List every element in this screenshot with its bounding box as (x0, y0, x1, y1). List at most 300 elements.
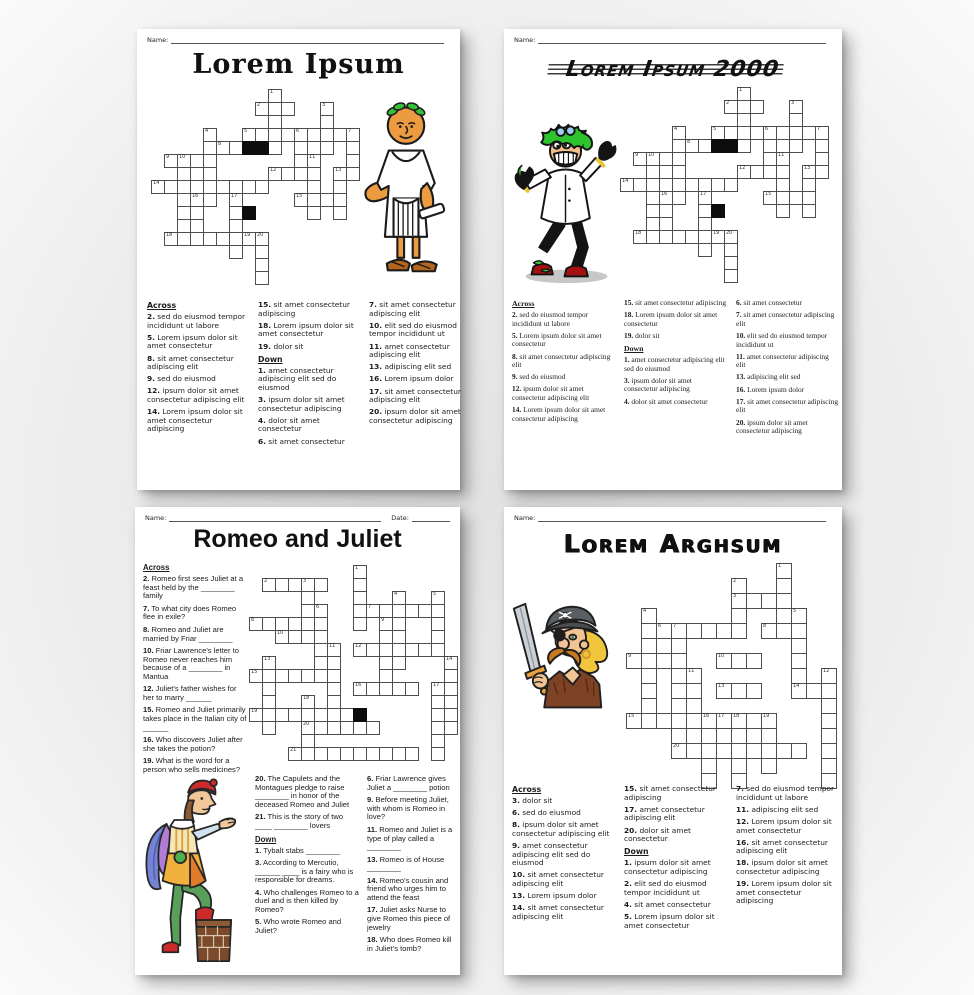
grid-cell (821, 713, 837, 729)
clue-item: 17. sit amet consectetur adipiscing elit (736, 396, 839, 415)
fist (533, 673, 548, 688)
clue-item: 3. ipsum dolor sit amet consectetur adipiscing (624, 375, 692, 394)
grid-cell-number: 10 (277, 630, 284, 636)
clue-item: 20. ipsum dolor sit amet consectetur adipiscing (736, 417, 808, 436)
grid-cell (307, 193, 321, 207)
grid-cell (301, 578, 315, 592)
grid-cell (327, 708, 341, 722)
clue-number: 13. (736, 372, 746, 382)
grid-cell (763, 191, 777, 205)
clue-number: 8. (512, 351, 518, 361)
grid-cell (151, 180, 165, 194)
grid-cell-number: 11 (778, 152, 785, 158)
clue-number: 4. (258, 415, 266, 425)
grid-cell (776, 743, 792, 759)
clue-number: 2. (147, 312, 155, 321)
grid-cell (763, 165, 777, 179)
grid-cell (275, 708, 289, 722)
clue-item: 18. Lorem ipsum dolor sit amet consectetur (258, 320, 354, 339)
clue-list (512, 785, 848, 934)
clue-number: 11. (736, 804, 750, 814)
grid-cell (353, 747, 367, 761)
clue-number: 8. (512, 820, 520, 830)
grid-cell (659, 191, 673, 205)
grid-cell (646, 230, 660, 244)
clue-item: 21. This is the story of two ____ ________ lovers (255, 812, 344, 831)
grid-cell (789, 139, 803, 153)
grid-cell (177, 154, 191, 168)
grid-cell (776, 608, 792, 624)
clue-column (258, 301, 360, 450)
clue-number: 12. (736, 816, 750, 826)
clue-section-header: Down (258, 354, 283, 364)
grid-cell (750, 126, 764, 140)
grid-cell (444, 656, 458, 670)
clue-item: 5. Lorem ipsum dolor sit amet consectetur (624, 911, 715, 930)
grid-cell (646, 178, 660, 192)
roman-character-illustration (358, 95, 454, 277)
grid-cell (307, 154, 321, 168)
grid-cell (353, 721, 367, 735)
grid-cell (255, 102, 269, 116)
green-goo (541, 269, 550, 272)
clue-number: 13. (369, 362, 383, 372)
clue-section-header: Across (512, 299, 535, 308)
grid-cell (229, 193, 243, 207)
grid-cell (431, 734, 445, 748)
clue-number: 8. (147, 353, 155, 363)
grid-cell (229, 206, 243, 220)
clue-item: 6. sit amet consectetur (258, 436, 345, 446)
grid-cell-number: 9 (628, 653, 632, 659)
grid-cell (821, 698, 837, 714)
collar (170, 820, 194, 829)
clue-number: 15. (624, 298, 634, 307)
grid-cell (327, 747, 341, 761)
grid-cell (177, 219, 191, 233)
grid-cell (431, 643, 445, 657)
clue-column-across (143, 563, 249, 778)
grid-cell (724, 178, 738, 192)
grid-cell (789, 126, 803, 140)
grid-cell (333, 193, 347, 207)
clue-item: 19. What is the word for a person who sells medicines? (143, 756, 241, 774)
name-bar (514, 514, 832, 522)
grid-cell (698, 230, 712, 244)
grid-cell (724, 269, 738, 283)
grid-cell (314, 630, 328, 644)
grid-cell-number: 2 (733, 578, 737, 584)
grid-cell (737, 113, 751, 127)
worksheet-lorem-arghsum (504, 507, 842, 975)
grid-cell-number: 14 (793, 683, 800, 689)
grid-cell (190, 193, 204, 207)
grid-cell (333, 180, 347, 194)
grid-cell (320, 128, 334, 142)
grid-cell (320, 102, 334, 116)
clue-number: 11. (369, 341, 383, 351)
grid-cell (659, 217, 673, 231)
grid-cell-number: 18 (166, 232, 173, 238)
orange-mustache (548, 648, 565, 664)
grid-cell-number: 1 (739, 87, 743, 93)
grid-cell-number: 13 (264, 656, 271, 662)
grid-cell (626, 713, 642, 729)
grid-cell (815, 165, 829, 179)
grid-cell (366, 682, 380, 696)
grid-cell (761, 728, 777, 744)
grid-cell (761, 593, 777, 609)
grid-cell-number: 4 (394, 591, 398, 597)
grid-cell (190, 206, 204, 220)
grid-cell (761, 623, 777, 639)
grid-cell (776, 623, 792, 639)
grid-cell (392, 630, 406, 644)
grid-cell-number: 14 (446, 656, 453, 662)
grid-cell (405, 682, 419, 696)
grid-cell (379, 656, 393, 670)
grid-cell (750, 100, 764, 114)
grid-cell-number: 8 (218, 141, 222, 147)
grid-cell (620, 178, 634, 192)
grid-cell-number: 9 (635, 152, 639, 158)
grid-cell-number: 20 (673, 743, 680, 749)
grid-cell (791, 638, 807, 654)
grid-black-cell (242, 206, 256, 220)
clue-item: 5. Who wrote Romeo and Juliet? (255, 917, 342, 936)
grid-cell (431, 617, 445, 631)
grid-cell (641, 638, 657, 654)
grid-cell (821, 758, 837, 774)
clue-item: 5. Lorem ipsum dolor sit amet consectetur (512, 330, 602, 349)
grid-cell (340, 747, 354, 761)
clue-item: 15. sit amet consectetur adipiscing (624, 784, 716, 802)
grid-cell (698, 191, 712, 205)
clue-column (736, 299, 839, 439)
grid-cell (177, 167, 191, 181)
clue-number: 4. (624, 396, 630, 406)
grid-cell (776, 191, 790, 205)
grid-cell (281, 102, 295, 116)
grid-cell-number: 13 (718, 683, 725, 689)
clue-column (367, 775, 455, 957)
grid-cell (646, 217, 660, 231)
grid-cell (776, 563, 792, 579)
grid-cell-number: 3 (791, 100, 795, 106)
grid-cell (659, 230, 673, 244)
grid-cell (789, 113, 803, 127)
clue-number: 5. (624, 911, 632, 921)
grid-cell (776, 593, 792, 609)
clue-number: 18. (624, 310, 634, 320)
grid-cell (320, 115, 334, 129)
grid-cell (698, 178, 712, 192)
grid-cell (203, 154, 217, 168)
clue-number: 10. (143, 645, 154, 655)
clue-item: 12. ipsum dolor sit amet consectetur adipiscing elit (147, 386, 245, 404)
grid-cell (737, 165, 751, 179)
clue-number: 2. (143, 574, 150, 583)
grid-cell-number: 20 (726, 230, 733, 236)
date-line (412, 514, 450, 522)
grid-cell (672, 152, 686, 166)
grid-cell (671, 713, 687, 729)
grid-cell-number: 9 (166, 154, 170, 160)
clue-item: 6. sed do eiusmod (512, 808, 581, 818)
grid-cell (314, 643, 328, 657)
grid-cell (776, 152, 790, 166)
grid-cell (327, 695, 341, 709)
grid-cell (633, 230, 647, 244)
grid-cell (671, 638, 687, 654)
clue-item: 19. dolor sit (624, 330, 660, 340)
grid-cell (340, 708, 354, 722)
clue-number: 19. (624, 330, 634, 340)
grid-cell-number: 2 (257, 102, 261, 108)
grid-cell (203, 167, 217, 181)
grid-cell-number: 3 (303, 578, 307, 584)
grid-cell (288, 630, 302, 644)
clue-column (255, 775, 361, 939)
grid-cell (641, 653, 657, 669)
grid-cell-number: 10 (648, 152, 655, 158)
clue-item: 10. elit sed do eiusmod tempor incididunt ut (736, 330, 828, 349)
grid-cell (392, 617, 406, 631)
red-shoe (196, 907, 214, 920)
grid-cell (761, 758, 777, 774)
grid-cell (671, 623, 687, 639)
grid-cell (301, 669, 315, 683)
grid-cell (268, 167, 282, 181)
grid-cell (392, 656, 406, 670)
grid-cell-number: 20 (257, 232, 264, 238)
clue-number: 2. (512, 310, 518, 319)
grid-cell (275, 630, 289, 644)
grid-cell-number: 19 (713, 230, 720, 236)
clue-item: 3. dolor sit (512, 796, 553, 805)
clue-item: 20. The Capulets and the Montagues pledge to raise ________ in honor of the deceased Romeo and Juliet (255, 774, 350, 810)
grid-cell (366, 643, 380, 657)
grid-cell (340, 721, 354, 735)
clue-item: 19. dolor sit (258, 341, 304, 351)
grid-cell (671, 728, 687, 744)
clue-section-header: Across (512, 785, 542, 794)
grid-cell (686, 623, 702, 639)
worksheet-romeo-and-juliet (135, 507, 460, 975)
grid-cell (203, 180, 217, 194)
grid-cell-number: 8 (763, 623, 767, 629)
grid-cell-number: 11 (309, 154, 316, 160)
clue-item: 1. Tybalt stabs ________ (255, 845, 340, 855)
grid-cell-number: 3 (733, 593, 737, 599)
grid-cell (327, 656, 341, 670)
grid-cell (701, 728, 717, 744)
grid-cell-number: 1 (778, 563, 782, 569)
name-line (171, 36, 444, 44)
grid-cell-number: 7 (673, 623, 677, 629)
grid-cell (686, 743, 702, 759)
grid-cell (418, 604, 432, 618)
clue-column (736, 785, 839, 934)
clue-number: 16. (736, 384, 746, 394)
clue-number: 6. (258, 436, 266, 446)
clue-number: 15. (624, 784, 638, 793)
grid-cell (379, 747, 393, 761)
clue-item: 13. Lorem ipsum dolor (512, 891, 597, 901)
grid-cell (307, 167, 321, 181)
grid-cell (405, 747, 419, 761)
grid-cell (294, 193, 308, 207)
grid-cell (698, 139, 712, 153)
green-eye (571, 636, 574, 639)
grid-cell (444, 682, 458, 696)
clue-column (512, 785, 615, 934)
clue-item: 20. ipsum dolor sit amet consectetur adipiscing (369, 407, 461, 425)
grid-black-cell (242, 141, 256, 155)
page-title: Lorem Ipsum 2000 (564, 57, 782, 82)
grid-cell-number: 8 (251, 617, 255, 623)
grid-cell (307, 206, 321, 220)
grid-cell (431, 747, 445, 761)
clue-number: 20. (736, 417, 746, 427)
clue-item: 5. Lorem ipsum dolor sit amet consectetur (147, 332, 238, 351)
clue-number: 1. (255, 845, 262, 855)
clue-number: 11. (736, 351, 745, 361)
grid-cell-number: 16 (703, 713, 710, 719)
clue-number: 17. (736, 396, 746, 406)
clue-item: 18. Who does Romeo kill in Juliet's tomb? (367, 935, 452, 953)
grid-cell (789, 191, 803, 205)
grid-cell (776, 578, 792, 594)
grid-cell (821, 728, 837, 744)
grid-cell (656, 713, 672, 729)
clue-item: 8. Romeo and Juliet are married by Friar ________ (143, 624, 233, 643)
grid-cell (294, 167, 308, 181)
grid-cell (737, 139, 751, 153)
grid-cell (255, 180, 269, 194)
date-label: Date: (391, 514, 409, 522)
grid-cell (216, 180, 230, 194)
grid-cell-number: 1 (270, 89, 274, 95)
clue-item: 9. Before meeting Juliet, with whom is Romeo in love? (367, 795, 449, 822)
grid-cell-number: 7 (368, 604, 372, 610)
clue-item: 6. sit amet consectetur (736, 298, 803, 307)
clue-number: 15. (258, 300, 272, 309)
clue-number: 9. (512, 372, 518, 382)
grid-cell (641, 683, 657, 699)
clue-number: 17. (367, 905, 378, 915)
grid-cell (431, 721, 445, 735)
grid-cell (672, 178, 686, 192)
clue-item: 16. Who discovers Juliet after she takes the potion? (143, 735, 243, 753)
grid-cell (242, 180, 256, 194)
grid-cell-number: 4 (674, 126, 678, 132)
grid-cell-number: 7 (348, 128, 352, 134)
grid-cell (672, 165, 686, 179)
grid-cell-number: 19 (244, 232, 251, 238)
grid-cell (711, 126, 725, 140)
grid-cell (307, 180, 321, 194)
grid-cell (203, 232, 217, 246)
name-line (538, 36, 826, 44)
clue-item: 2. Romeo first sees Juliet at a feast held by the ________ family (143, 574, 244, 601)
grid-cell (444, 708, 458, 722)
grid-cell-number: 16 (661, 191, 668, 197)
grid-cell (405, 604, 419, 618)
clue-item: 18. ipsum dolor sit amet consectetur adipiscing (736, 858, 828, 876)
clue-number: 14. (512, 405, 522, 415)
clue-number: 14. (512, 903, 526, 913)
sandal (387, 260, 410, 271)
grid-cell (262, 695, 276, 709)
grid-cell (366, 604, 380, 618)
clue-number: 4. (255, 887, 262, 897)
grid-cell (288, 747, 302, 761)
clue-list (512, 299, 848, 439)
grid-cell (288, 669, 302, 683)
grid-cell (746, 743, 762, 759)
grid-cell (431, 630, 445, 644)
grid-cell (301, 630, 315, 644)
grid-cell (716, 743, 732, 759)
grid-cell (731, 593, 747, 609)
grid-cell-number: 16 (355, 682, 362, 688)
pirate-icon (506, 601, 630, 715)
red-shoe (532, 264, 553, 275)
clue-number: 8. (143, 624, 150, 634)
cap-pom (210, 779, 217, 786)
grid-cell (641, 623, 657, 639)
clue-number: 6. (367, 774, 374, 783)
grid-cell (686, 713, 702, 729)
clue-number: 12. (143, 684, 154, 694)
grid-cell (701, 623, 717, 639)
clue-item: 16. Lorem ipsum dolor (736, 384, 805, 394)
grid-cell-number: 18 (733, 713, 740, 719)
grid-cell (353, 604, 367, 618)
grid-cell (262, 669, 276, 683)
grid-cell (731, 683, 747, 699)
clue-item: 10. sit amet consectetur adipiscing elit (512, 870, 604, 888)
grid-cell (737, 87, 751, 101)
grid-cell (776, 165, 790, 179)
grid-cell (255, 258, 269, 272)
grid-cell (327, 682, 341, 696)
grid-cell (203, 141, 217, 155)
grid-cell (190, 232, 204, 246)
clue-number: 12. (147, 386, 161, 396)
grid-cell (802, 165, 816, 179)
grid-black-cell (711, 139, 725, 153)
grid-cell-number: 19 (251, 708, 258, 714)
clue-number: 7. (736, 784, 744, 793)
grid-cell (802, 191, 816, 205)
clue-number: 19. (736, 879, 750, 889)
grid-cell (392, 682, 406, 696)
clue-column (147, 301, 249, 450)
clue-number: 18. (736, 858, 750, 868)
grid-cell (164, 180, 178, 194)
grid-cell (327, 643, 341, 657)
clue-number: 20. (624, 825, 638, 835)
grid-cell (672, 139, 686, 153)
clue-item: 16. Lorem ipsum dolor (369, 374, 454, 384)
grid-cell (656, 653, 672, 669)
eye-patch (554, 630, 564, 640)
grid-cell (333, 128, 347, 142)
grid-cell (698, 204, 712, 218)
grid-cell (791, 683, 807, 699)
